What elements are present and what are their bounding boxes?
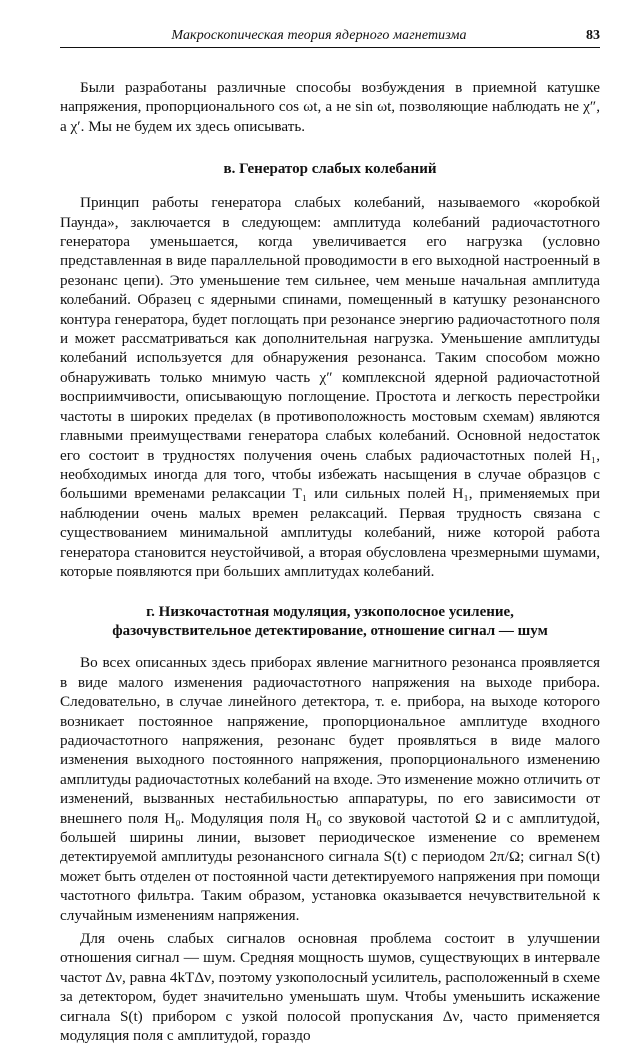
book-page — [60, 28, 600, 1045]
page-number: 83 — [586, 28, 600, 43]
section-heading-low-frequency-modulation — [60, 603, 600, 641]
running-header — [60, 28, 600, 48]
modulation-paragraph-2: Для очень слабых сигналов основная проблема состоит в улучшении отношения сигнал — шум. Средняя мощность шумов, существующих в интервале частот Δν, равна 4kTΔν, поэтому узкополосный усилитель, расположенный в схеме за детектором, будет значительно уменьшать шум. Чтобы уменьшить искажение сигнала S(t) прибором с узкой полосой пропускания Δν, часто применяется модуляция поля с амплитудой, гораздо — [60, 930, 600, 1045]
section-heading-line-2: фазочувствительное детектирование, отношение сигнал — шум — [112, 623, 548, 640]
section-heading-line-1: г. Низкочастотная модуляция, узкополосное усиление, — [146, 604, 514, 621]
section-heading-weak-oscillator: в. Генератор слабых колебаний — [223, 161, 437, 178]
running-title: Макроскопическая теория ядерного магнетизма — [171, 28, 467, 43]
intro-paragraph: Были разработаны различные способы возбуждения в приемной катушке напряжения, пропорционального cos ωt, а не sin ωt, позволяющие наблюдать не χ″, а χ′. Мы не будем их здесь описывать. — [60, 79, 600, 135]
weak-oscillator-paragraph: Принцип работы генератора слабых колебаний, называемого «коробкой Паунда», заключается в следующем: амплитуда колебаний радиочастотного генератора уменьшается, когда увеличивается его нагрузка (условно представленная в виде параллельной проводимости в его выходной настроенный в резонанс цепи). Это уменьшение тем сильнее, чем меньше начальная амплитуда колебаний. Образец с ядерными спинами, помещенный в катушку резонансного контура генератора, будет поглощать при резонансе энергию радиочастотного поля и может рассматриваться как дополнительная нагрузка. Уменьшение амплитуды колебаний используется для обнаружения резонанса. Таким способом можно обнаруживать только мнимую часть χ″ комплексной ядерной радиочастотной восприимчивости, описывающую поглощение. Простота и легкость перестройки частоты в широких пределах (в противоположность мостовым схемам) являются главными преимуществами генератора слабых колебаний. Основной недостаток его состоит в трудностях получения очень слабых радиочастотных полей H₁, необходимых иногда для того, чтобы избежать насыщения в случае образцов с большими временами релаксации T₁ или сильных полей H₁, применяемых при наблюдении очень малых времен релаксаций. Первая трудность связана с существованием минимальной амплитуды колебаний, ниже которой работа генератора становится неустойчивой, а вторая обусловлена чрезмерными шумами, которые появляются при больших амплитудах колебаний. — [60, 194, 600, 580]
modulation-paragraph-1: Во всех описанных здесь приборах явление магнитного резонанса проявляется в виде малого изменения радиочастотного напряжения на выходе прибора. Следовательно, в случае линейного детектора, т. е. прибора, на выходе которого возникает постоянное напряжение, пропорциональное амплитуде входного радиочастотного напряжения, резонанс будет проявляться в виде малого изменения выходного постоянного напряжения, пропорционального изменению амплитуды радиочастотных колебаний на входе. Это изменение можно отличить от изменений, вызванных нестабильностью аппаратуры, по его зависимости от внешнего поля H₀. Модуляция поля H₀ со звуковой частотой Ω и с амплитудой, большей ширины линии, вызовет периодическое изменение со временем детектируемой амплитуды резонансного сигнала S(t) с периодом 2π/Ω; сигнал S(t) может быть отделен от постоянной части детектируемого напряжения при помощи частотного фильтра. Таким образом, установка оказывается нечувствительной к случайным изменениям напряжения. — [60, 654, 600, 924]
